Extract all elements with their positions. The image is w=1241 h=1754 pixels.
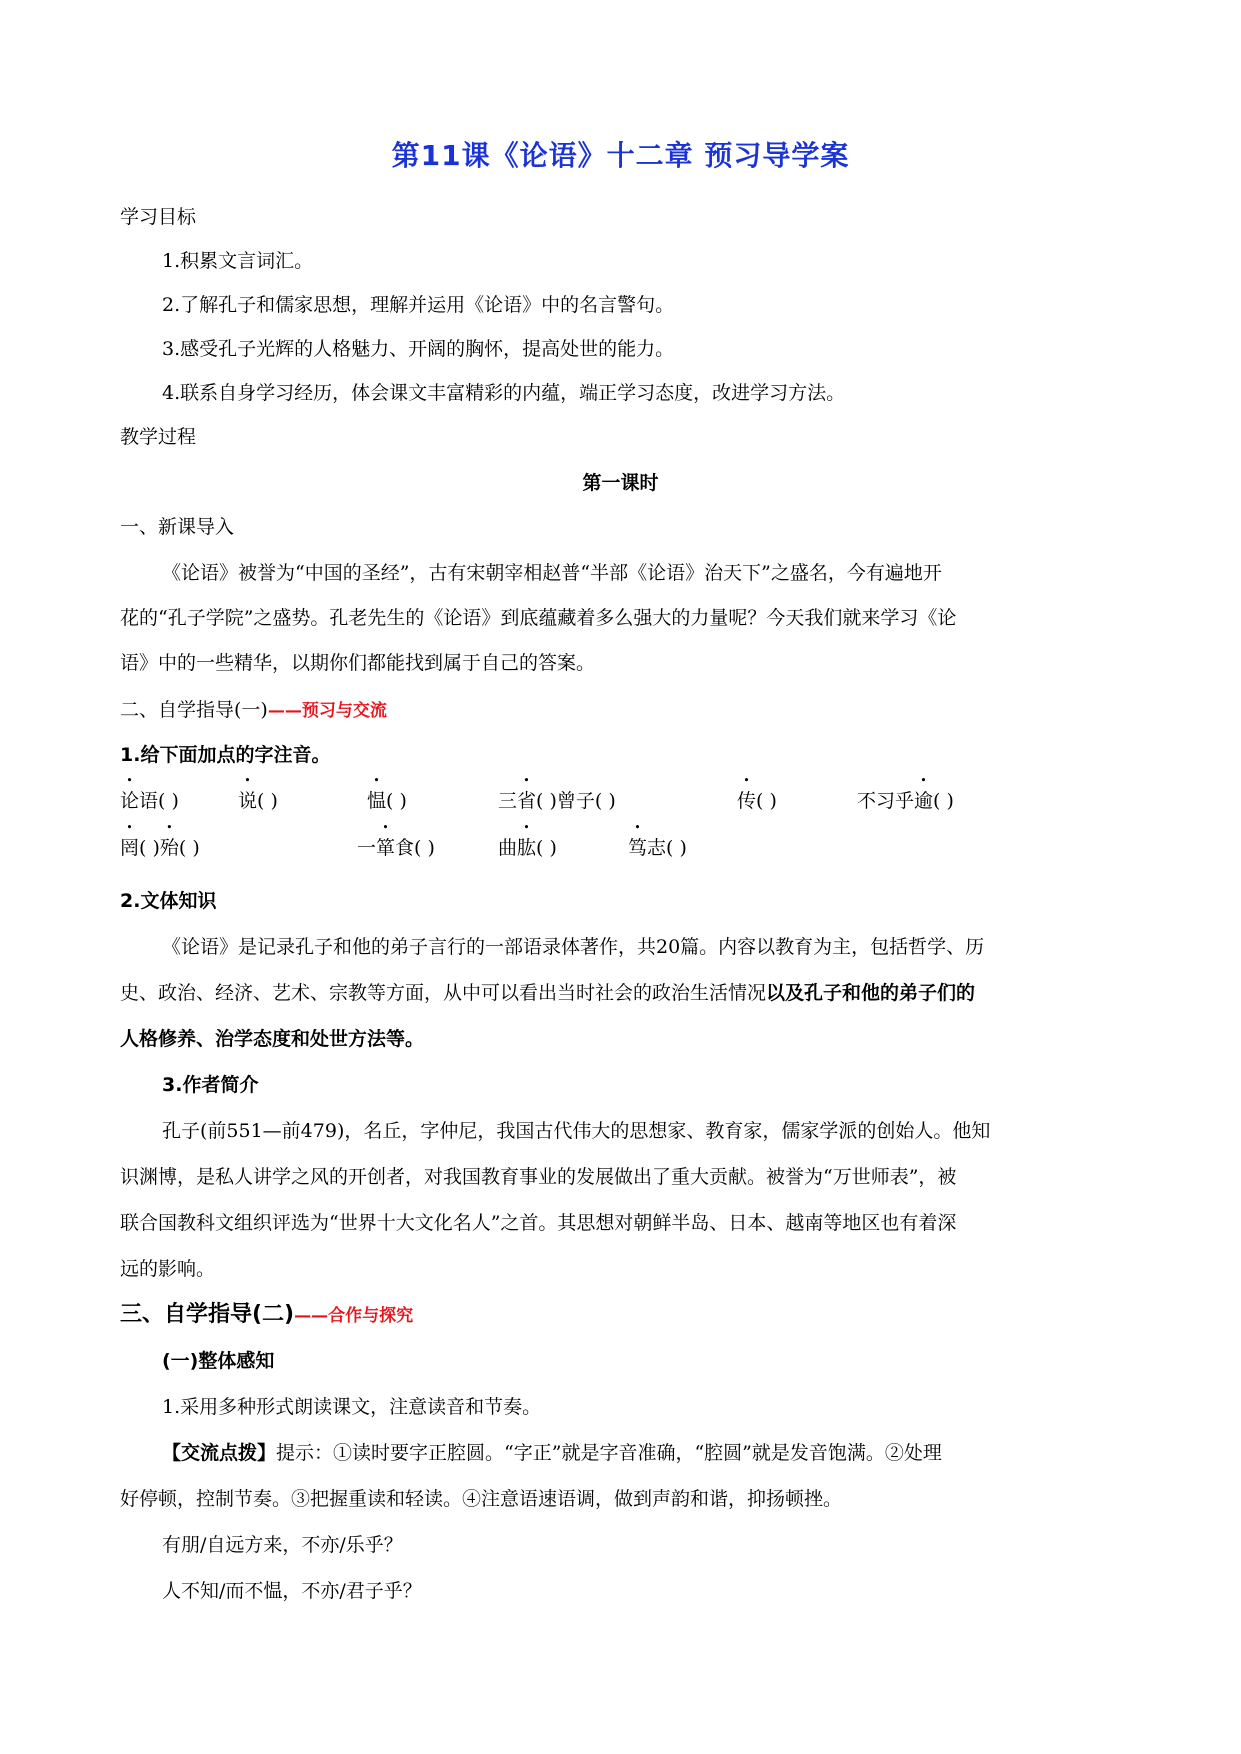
dotted-char: 论 xyxy=(120,790,140,812)
dotted-char: 省 xyxy=(517,790,537,812)
guide-two-heading xyxy=(120,1302,413,1329)
genre-paragraph-line: 《论语》是记录孔子和他的弟子言行的一部语录体著作，共20篇。内容以教育为主，包括哲学、历 xyxy=(162,936,985,958)
answer-blank: 语( ) xyxy=(139,790,179,812)
dotted-char: 罔 xyxy=(120,837,140,859)
plain-char: 三 xyxy=(498,790,518,812)
tip-line: 好停顿，控制节奏。③把握重读和轻读。④注意语速语调，做到声韵和谐，抑扬顿挫。 xyxy=(120,1488,843,1510)
answer-blank: ( ) xyxy=(933,790,954,812)
dotted-char: 殆 xyxy=(159,837,179,859)
answer-blank: ( ) xyxy=(139,837,160,859)
reading-example: 有朋/自远方来，不亦/乐乎？ xyxy=(162,1534,403,1556)
answer-blank: ( ) xyxy=(386,790,407,812)
pinyin-item-yun xyxy=(367,788,407,814)
pinyin-item-gong xyxy=(498,835,557,861)
dotted-char: 笃 xyxy=(628,837,648,859)
author-paragraph-line: 远的影响。 xyxy=(120,1258,216,1280)
intro-paragraph-line: 《论语》被誉为“中国的圣经”，古有宋朝宰相赵普“半部《论语》治天下”之盛名，今有遍地开 xyxy=(162,562,942,584)
answer-blank: ( ) xyxy=(536,837,557,859)
author-paragraph-line: 识渊博，是私人讲学之风的开创者，对我国教育事业的发展做出了重大贡献。被誉为“万世师表”，被 xyxy=(120,1166,957,1188)
pinyin-item-du xyxy=(628,835,687,861)
answer-blank: ( ) xyxy=(756,790,777,812)
genre-emphasis-line: 人格修养、治学态度和处世方法等。 xyxy=(120,1028,425,1050)
intro-heading: 一、新课导入 xyxy=(120,516,235,538)
goal-item: 1.积累文言词汇。 xyxy=(162,250,314,272)
guide-one-heading xyxy=(120,697,387,724)
guide-one-title: 二、自学指导(一) xyxy=(120,699,268,721)
pinyin-item-dansi xyxy=(357,835,435,861)
answer-blank: ( )曾子( ) xyxy=(536,790,616,812)
lesson-one-heading: 第一课时 xyxy=(582,472,659,494)
tip-line xyxy=(162,1440,942,1466)
plain-char: 一 xyxy=(357,837,377,859)
dotted-char: 肱 xyxy=(517,837,537,859)
pinyin-item-chuan xyxy=(737,788,777,814)
answer-blank: 志( ) xyxy=(647,837,687,859)
goal-item: 2.了解孔子和儒家思想，理解并运用《论语》中的名言警句。 xyxy=(162,294,675,316)
pinyin-item-lunyu xyxy=(120,788,179,814)
answer-blank: 食( ) xyxy=(395,837,435,859)
process-heading: 教学过程 xyxy=(120,426,197,448)
author-paragraph-line: 联合国教科文组织评选为“世界十大文化名人”之首。其思想对朝鲜半岛、日本、越南等地区也有着深 xyxy=(120,1212,957,1234)
pinyin-item-wang-dai xyxy=(120,835,200,861)
dotted-char: 逾 xyxy=(914,790,934,812)
pinyin-task-heading: 1.给下面加点的字注音。 xyxy=(120,744,331,766)
pinyin-item-shuo xyxy=(238,788,278,814)
dotted-char: 箪 xyxy=(376,837,396,859)
pinyin-item-sansheng xyxy=(498,788,616,814)
dotted-char: 说 xyxy=(238,790,258,812)
tip-label: 【交流点拨】 xyxy=(162,1442,277,1464)
pinyin-item-yu xyxy=(857,788,954,814)
guide-one-subtitle: ——预习与交流 xyxy=(267,701,387,721)
intro-paragraph-line: 花的“孔子学院”之盛势。孔老先生的《论语》到底蕴藏着多么强大的力量呢？今天我们就来学习《论 xyxy=(120,607,957,629)
genre-text: 史、政治、经济、艺术、宗教等方面，从中可以看出当时社会的政治生活情况 xyxy=(120,982,767,1004)
intro-paragraph-line: 语》中的一些精华，以期你们都能找到属于自己的答案。 xyxy=(120,652,596,674)
author-heading: 3.作者简介 xyxy=(162,1074,259,1096)
tip-text: 提示：①读时要字正腔圆。“字正”就是字音准确，“腔圆”就是发音饱满。②处理 xyxy=(276,1442,942,1464)
goal-item: 3.感受孔子光辉的人格魅力、开阔的胸怀，提高处世的能力。 xyxy=(162,338,675,360)
reading-example: 人不知/而不愠，不亦/君子乎？ xyxy=(162,1580,422,1602)
guide-two-title: 三、自学指导(二) xyxy=(120,1302,295,1327)
dotted-char: 愠 xyxy=(367,790,387,812)
page-title: 第11课《论语》十二章 预习导学案 xyxy=(391,139,850,172)
answer-blank: ( ) xyxy=(178,837,200,859)
genre-paragraph-line xyxy=(120,980,975,1006)
overall-item: 1.采用多种形式朗读课文，注意读音和节奏。 xyxy=(162,1396,542,1418)
goal-item: 4.联系自身学习经历，体会课文丰富精彩的内蕴，端正学习态度，改进学习方法。 xyxy=(162,382,846,404)
goals-heading: 学习目标 xyxy=(120,206,197,228)
genre-heading: 2.文体知识 xyxy=(120,890,217,912)
overall-heading: (一)整体感知 xyxy=(162,1350,275,1372)
author-paragraph-line: 孔子(前551—前479)，名丘，字仲尼，我国古代伟大的思想家、教育家，儒家学派的创始人。他知 xyxy=(162,1120,991,1142)
dotted-char: 传 xyxy=(737,790,757,812)
plain-char: 曲 xyxy=(498,837,518,859)
guide-two-subtitle: ——合作与探究 xyxy=(294,1306,414,1326)
plain-char: 不习乎 xyxy=(857,790,915,812)
answer-blank: ( ) xyxy=(257,790,278,812)
genre-emphasis: 以及孔子和他的弟子们的 xyxy=(766,982,976,1004)
